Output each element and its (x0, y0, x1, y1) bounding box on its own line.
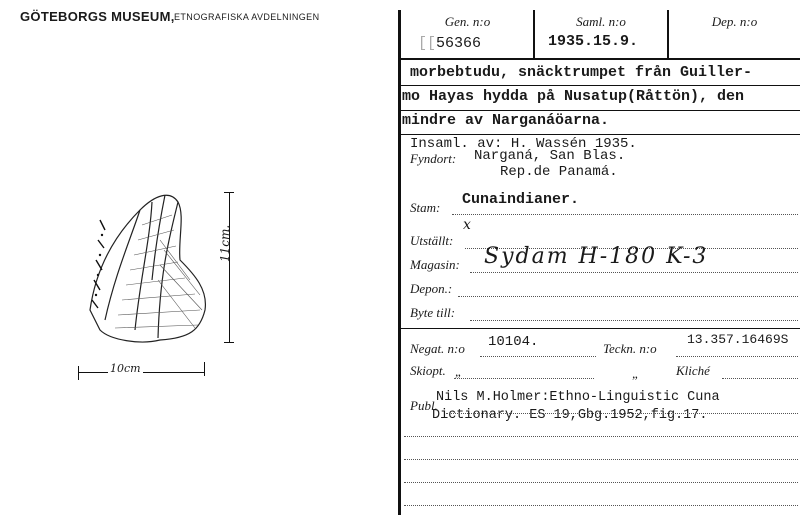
height-measure-top-tick (224, 192, 234, 193)
negat-value: 10104. (488, 334, 539, 350)
publ-label: Publ. (410, 398, 438, 413)
gen-no-value: [[56366 (418, 35, 482, 52)
shell-sketch (60, 180, 280, 390)
fyndort-value: Narganá, San Blas. (474, 148, 626, 164)
publ-line-2: Dictionary. ES 19,Gbg.1952,fig.17. (432, 408, 708, 423)
utstallt-value: x (463, 217, 471, 233)
fyndort-value-2: Rep.de Panamá. (500, 164, 618, 180)
description-line-3: mindre av Narganáöarna. (402, 112, 610, 129)
negat-dots (480, 356, 596, 357)
teckn-value: 13.357.16469S (687, 332, 789, 347)
depon-label: Depon.: (410, 281, 453, 296)
width-note: 10cm (110, 362, 141, 375)
collected-by: Insaml. av: H. Wassén 1935. (410, 136, 637, 152)
description-line-2: mo Hayas hydda på Nusatup(Råttön), den (402, 88, 745, 105)
height-measure-line (229, 192, 230, 342)
desc-rule-3 (400, 134, 800, 135)
museum-name: GÖTEBORGS MUSEUM, (20, 9, 175, 24)
desc-rule-2 (400, 110, 800, 111)
negat-label: Negat. n:o (410, 341, 465, 356)
stam-dots (452, 214, 798, 215)
publ-line-1: Nils M.Holmer:Ethno-Linguistic Cuna (436, 390, 720, 405)
magasin-value: Sydam H-180 K-3 (484, 244, 709, 269)
byte-dots (470, 320, 798, 321)
depon-dots (458, 296, 798, 297)
description-line-1: morbebtudu, snäcktrumpet från Guiller- (410, 64, 753, 81)
desc-rule-1 (400, 85, 800, 86)
stam-label: Stam: (410, 200, 441, 215)
fyndort-label: Fyndort: (410, 151, 457, 166)
teckn-label: Teckn. n:o (603, 341, 657, 356)
teckn-dots (676, 356, 798, 357)
dep-no-label: Dep. n:o (711, 14, 758, 29)
gen-no-label: Gen. n:o (444, 14, 491, 29)
publ-dots-1 (446, 413, 798, 414)
byte-label: Byte till: (410, 305, 456, 320)
saml-no-value: 1935.15.9. (548, 33, 639, 50)
header-rule (400, 58, 800, 60)
height-note: 11cm. (218, 224, 232, 262)
skiopt-label: Skiopt. (410, 363, 446, 378)
kliche-mark: „ (632, 366, 640, 381)
department-name: ETNOGRAFISKA AVDELNINGEN (174, 12, 320, 22)
magasin-label: Magasin: (410, 257, 460, 272)
publ-dots-2 (404, 436, 798, 437)
skiopt-mark: „ (455, 364, 463, 379)
saml-no-label: Saml. n:o (576, 14, 626, 29)
skiopt-dots (454, 378, 594, 379)
width-measure-left-tick (78, 366, 79, 380)
stam-value: Cunaindianer. (462, 191, 580, 208)
utstallt-label: Utställt: (410, 233, 454, 248)
height-measure-bottom-tick (224, 342, 234, 343)
publ-dots-3 (404, 459, 798, 460)
kliche-label: Kliché (676, 363, 710, 378)
mid-rule (400, 328, 800, 329)
publ-dots-5 (404, 505, 798, 506)
kliche-dots (722, 378, 798, 379)
width-measure-right-tick (204, 362, 205, 376)
magasin-dots (470, 272, 798, 273)
publ-dots-4 (404, 482, 798, 483)
